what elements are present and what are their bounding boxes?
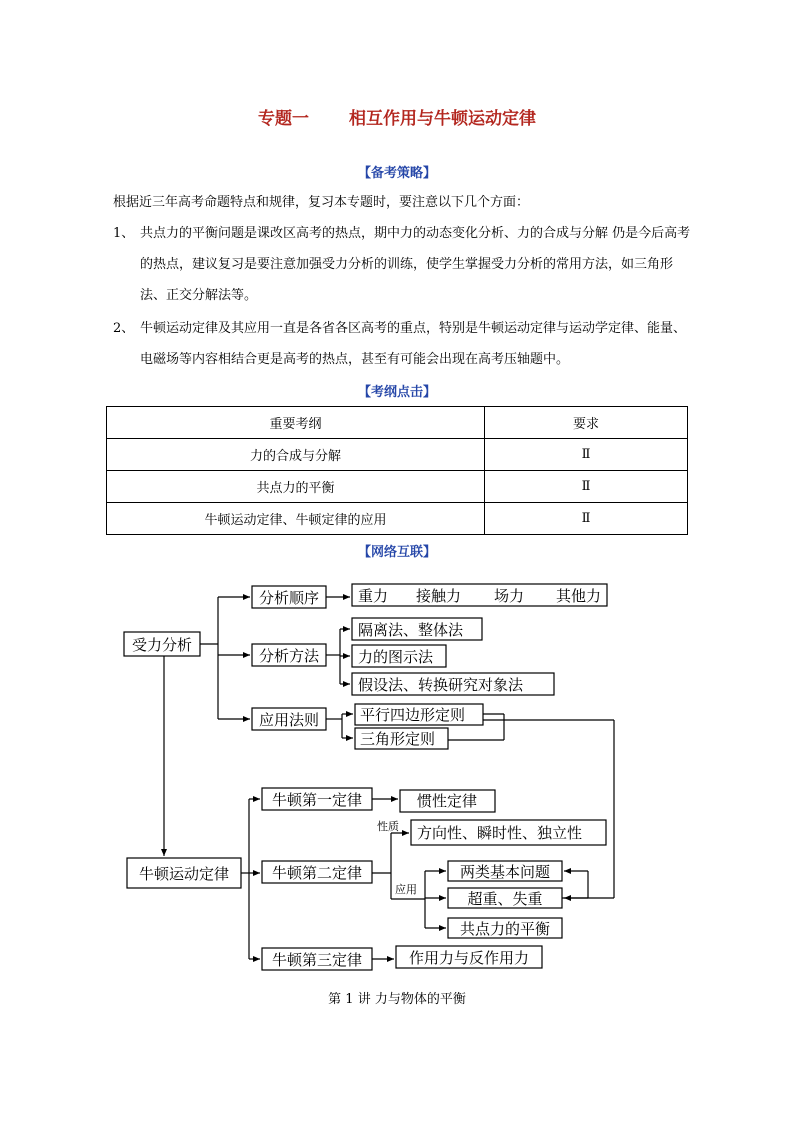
title-part1: 专题一: [258, 109, 309, 129]
table-header-cell: 要求: [485, 407, 688, 439]
node-law2: 牛顿第二定律: [271, 864, 363, 882]
table-cell: Ⅱ: [485, 471, 688, 503]
section-network-heading: 【网络互联】: [357, 545, 436, 560]
node-nature-item: 方向性、瞬时性、独立性: [417, 824, 583, 842]
section-outline-heading: 【考纲点击】: [357, 385, 436, 400]
node-rules-item-2: 三角形定则: [360, 730, 436, 748]
node-law3-item: 作用力与反作用力: [408, 949, 530, 967]
section-strategy-heading: 【备考策略】: [357, 166, 436, 181]
node-method-item-3: 假设法、转换研究对象法: [358, 676, 524, 694]
label-nature: 性质: [377, 820, 399, 833]
node-rules: 应用法则: [258, 711, 320, 729]
node-law1-item: 惯性定律: [416, 792, 478, 810]
node-rules-item-1: 平行四边形定则: [360, 706, 466, 724]
table-cell: 牛顿运动定律、牛顿定律的应用: [107, 503, 485, 535]
intro-paragraph: 根据近三年高考命题特点和规律，复习本专题时，要注意以下几个方面：: [113, 195, 530, 210]
chain-field: 场力: [494, 587, 525, 605]
node-method-item-1: 隔离法、整体法: [358, 621, 464, 639]
node-law1: 牛顿第一定律: [271, 791, 363, 809]
node-order: 分析顺序: [258, 589, 320, 607]
table-cell: Ⅱ: [485, 439, 688, 471]
node-apply-item-3: 共点力的平衡: [459, 920, 551, 938]
node-apply-item-2: 超重、失重: [467, 890, 543, 908]
label-apply: 应用: [395, 883, 417, 896]
node-method: 分析方法: [258, 647, 320, 665]
node-force-analysis: 受力分析: [131, 636, 193, 654]
table-cell: Ⅱ: [485, 503, 688, 535]
point-number: 1、: [113, 226, 135, 241]
chain-other: 其他力: [556, 587, 602, 605]
point-text: 共点力的平衡问题是课改区高考的热点，期中力的动态变化分析、力的合成与分解 仍是今后高考的热点，建议复习是要注意加强受力分析的训练，使学生掌握受力分析的常用方法，如三角形法、正交分解法等。: [140, 226, 691, 303]
title-part2: 相互作用与牛顿运动定律: [349, 109, 536, 129]
node-law3: 牛顿第三定律: [271, 951, 363, 969]
table-cell: 力的合成与分解: [107, 439, 485, 471]
lecture-caption: 第 1 讲 力与物体的平衡: [328, 992, 466, 1007]
chain-gravity: 重力: [358, 587, 389, 605]
point-number: 2、: [113, 321, 135, 336]
node-method-item-2: 力的图示法: [358, 648, 434, 666]
chain-contact: 接触力: [416, 587, 462, 605]
node-newton: 牛顿运动定律: [138, 865, 230, 883]
table-header-cell: 重要考纲: [107, 407, 485, 439]
table-cell: 共点力的平衡: [107, 471, 485, 503]
node-apply-item-1: 两类基本问题: [459, 863, 551, 881]
point-text: 牛顿运动定律及其应用一直是各省各区高考的重点，特别是牛顿运动定律与运动学定律、能量、电磁场等内容相结合更是高考的热点，甚至有可能会出现在高考压轴题中。: [140, 321, 687, 367]
